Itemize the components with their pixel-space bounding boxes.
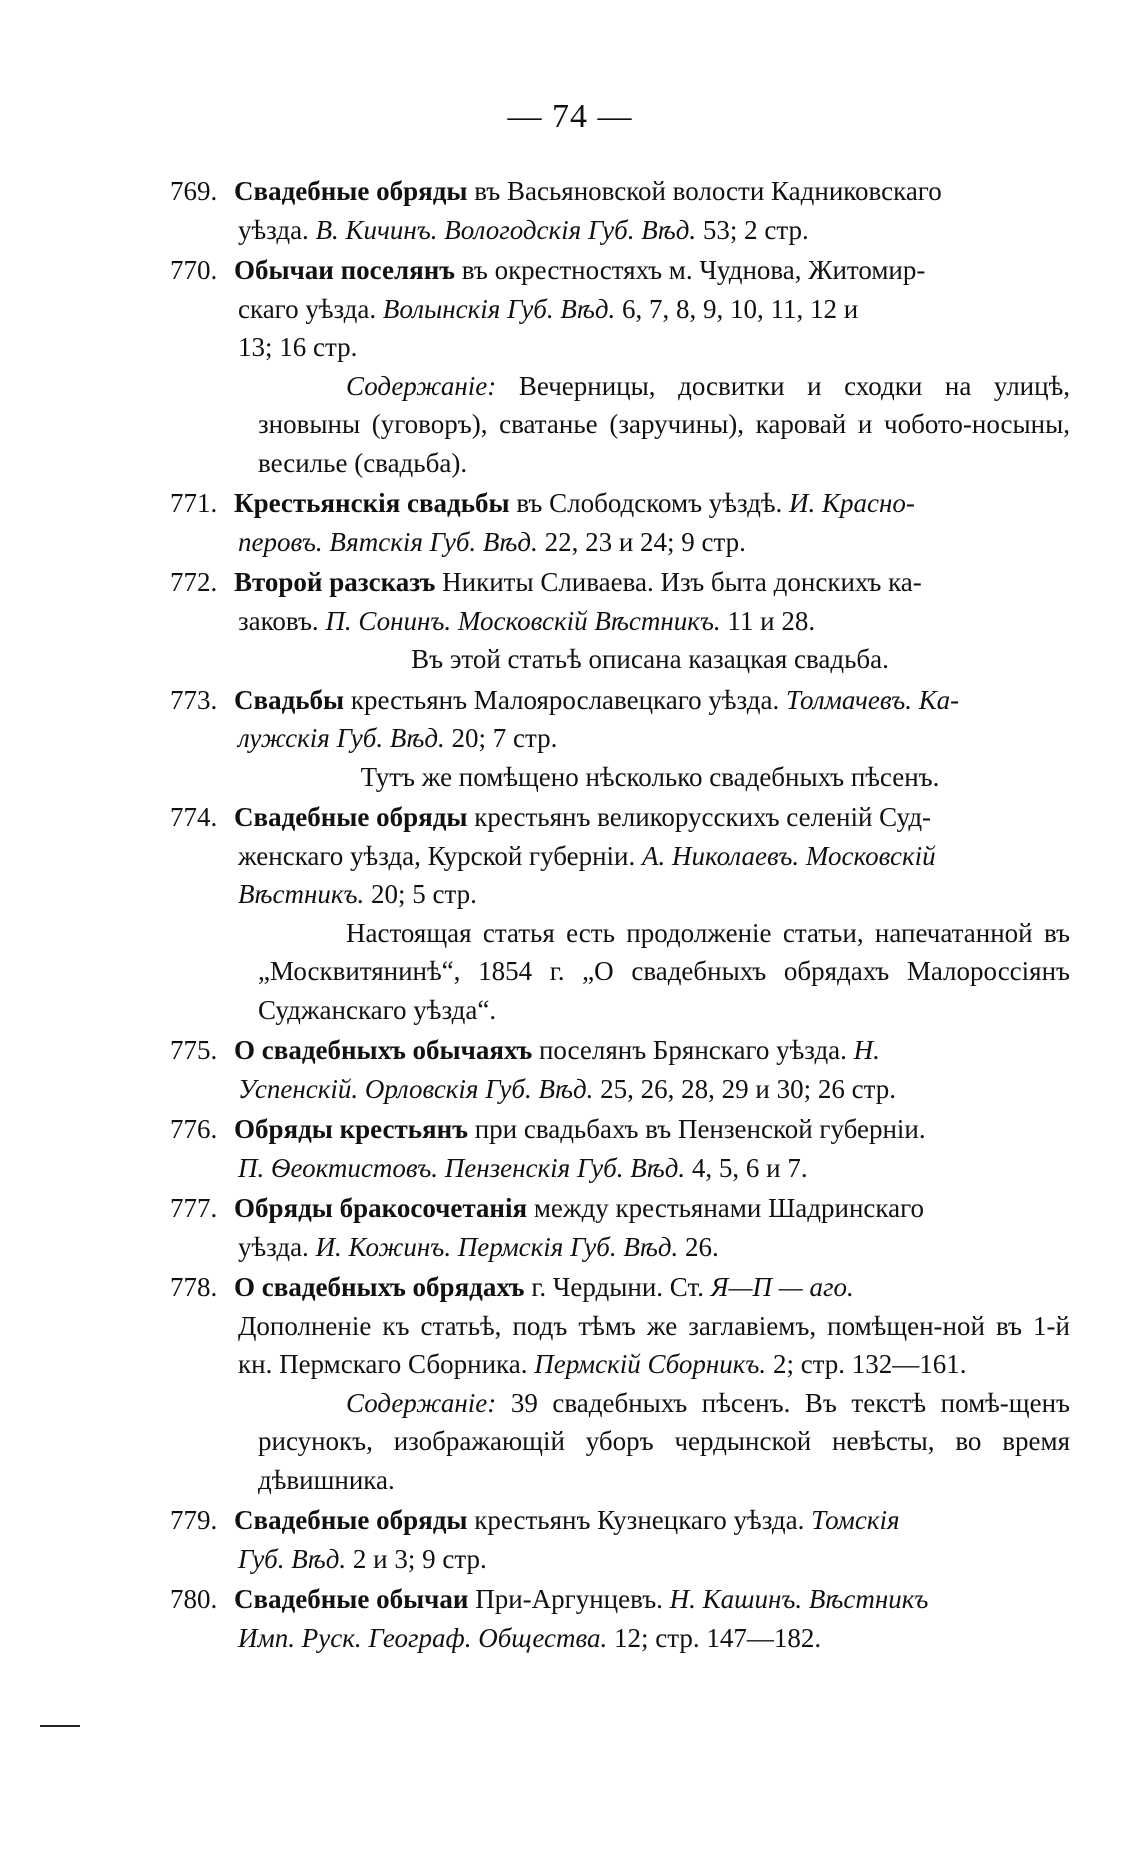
entry-text: крестьянъ Малоярославецкаго уѣзда. [344,684,786,715]
entry-776 [170,1110,1070,1187]
entry-title: Свадебные обряды [234,1505,468,1535]
entry-text: крестьянъ Кузнецкаго уѣзда. [467,1505,812,1535]
entry-text: поселянъ Брянскаго уѣзда. [532,1035,854,1065]
entry-number: 773. [170,684,218,715]
entry-778 [170,1268,1070,1499]
entry-pages: 13; 16 стр. [238,332,358,362]
entry-text: скаго уѣзда. [238,293,383,324]
entry-source: Томскія [811,1505,900,1535]
entry-pages: 12; стр. 147—182. [607,1622,822,1653]
entry-author: И. Красно- [789,488,915,518]
entry-pages: 2 и 3; 9 стр. [346,1543,487,1574]
note-text: Вечерницы, досвитки и сходки на улицѣ, зновыны (уговоръ), сватанье (заручины), каровай и чобото-носыны, весилье (свадьба). [258,370,1070,478]
entry-772 [170,563,1070,679]
entry-779 [170,1501,1070,1578]
entry-number: 771. [170,488,218,518]
entry-775 [170,1031,1070,1108]
entry-title: Свадебные обряды [234,802,468,832]
entry-pages: 53; 2 стр. [696,214,809,245]
entry-author: Н. [853,1035,880,1065]
entry-text: г. Чердыни. Ст. [524,1272,711,1302]
entry-note: Въ этой статьѣ описана казацкая свадьба. [411,644,889,674]
entry-number: 769. [170,176,218,206]
entry-text: женскаго уѣзда, Курской губерніи. [238,840,643,871]
entry-text: При-Аргунцевъ. [468,1584,670,1614]
entry-source: перовъ. Вятскія Губ. Вѣд. [238,526,538,557]
entry-title: Свадебные обряды [234,176,468,206]
entry-source: П. Сонинъ. Московскій Вѣстникъ. [325,605,721,636]
entry-title: О свадебныхъ обычаяхъ [234,1035,533,1065]
entry-771 [170,484,1070,561]
entry-770 [170,251,1070,482]
entry-title: Свадьбы [234,684,345,715]
bibliography-list [170,172,1070,1659]
entry-title: Обычаи поселянъ [234,255,456,285]
entry-pages: 4, 5, 6 и 7. [685,1152,808,1183]
entry-769 [170,172,1070,249]
note-label: Содержаніе: [346,1387,497,1418]
entry-title: О свадебныхъ обрядахъ [234,1272,525,1302]
entry-text: уѣзда. [238,214,316,245]
entry-number: 770. [170,255,218,285]
entry-source: лужскія Губ. Вѣд. [238,723,445,753]
entry-note: Тутъ же помѣщено нѣсколько свадебныхъ пѣсенъ. [360,761,940,792]
entry-number: 772. [170,567,218,597]
entry-source: Имп. Руск. Географ. Общества. [238,1622,608,1653]
entry-text: Никиты Сливаева. Изъ быта донскихъ ка- [435,567,922,597]
page-number: — 74 — [507,98,633,135]
entry-source: И. Кожинъ. Пермскія Губ. Вѣд. [315,1231,679,1262]
entry-author: Я—П — аго. [710,1272,854,1302]
entry-title: Второй разсказъ [234,567,436,597]
entry-text: въ Слободскомъ уѣздѣ. [509,488,790,518]
entry-pages: 11 и 28. [720,605,816,636]
entry-source: А. Николаевъ. Московскій [642,840,936,871]
entry-author: Толмачевъ. Ка- [785,684,960,715]
entry-title: Обряды крестьянъ [234,1114,468,1144]
note-text: 39 свадебныхъ пѣсенъ. Въ текстѣ помѣ-щенъ рисунокъ, изображающій уборъ чердынской невѣсты, во время дѣвишника. [258,1387,1070,1495]
entry-source: Успенскій. Орловскія Губ. Вѣд. [238,1073,594,1104]
entry-text: въ Васьяновской волости Кадниковскаго [467,176,942,206]
entry-source: Вѣстникъ. [238,879,365,909]
entry-780 [170,1580,1070,1657]
entry-source: Пермскій Сборникъ. [534,1349,767,1379]
entry-source: В. Кичинъ. Вологодскія Губ. Вѣд. [315,214,697,245]
entry-pages: 2; стр. 132—161. [766,1349,967,1379]
entry-number: 776. [170,1114,218,1144]
entry-number: 774. [170,802,218,832]
entry-number: 780. [170,1584,218,1614]
entry-title: Крестьянскія свадьбы [234,488,510,518]
entry-note [170,1384,1070,1500]
entry-title: Обряды бракосочетанія [234,1193,528,1223]
entry-note [170,367,1070,483]
entry-text: въ окрестностяхъ м. Чуднова, Житомир- [455,255,926,285]
entry-text: между крестьянами Шадринскаго [527,1193,924,1223]
entry-text: уѣзда. [238,1231,316,1262]
entry-source: Губ. Вѣд. [238,1543,347,1574]
entry-pages: 25, 26, 28, 29 и 30; 26 стр. [593,1073,896,1104]
note-label: Содержаніе: [346,370,497,401]
entry-source: П. Ѳеоктистовъ. Пензенскія Губ. Вѣд. [238,1152,686,1183]
entry-number: 778. [170,1272,218,1302]
entry-pages: 22, 23 и 24; 9 стр. [537,526,746,557]
entry-pages: 6, 7, 8, 9, 10, 11, 12 и [615,293,859,324]
entry-title: Свадебные обычаи [234,1584,469,1614]
entry-777 [170,1189,1070,1266]
margin-rule [40,1725,80,1727]
entry-number: 777. [170,1193,218,1223]
entry-pages: 26. [678,1231,719,1262]
entry-author: Н. Кашинъ. Вѣстникъ [669,1584,929,1614]
entry-pages: 20; 7 стр. [444,723,558,753]
entry-text: при свадьбахъ въ Пензенской губерніи. [467,1114,926,1144]
entry-text: заковъ. [238,605,326,636]
entry-pages: 20; 5 стр. [364,879,477,909]
entry-number: 775. [170,1035,218,1065]
entry-774 [170,798,1070,1029]
entry-number: 779. [170,1505,218,1535]
entry-note: Настоящая статья есть продолженіе статьи, напечатанной въ „Москвитянинѣ“, 1854 г. „О свадебныхъ обрядахъ Малороссіянъ Суджанскаго уѣзда“. [258,917,1070,1025]
entry-source: Волынскія Губ. Вѣд. [382,293,616,324]
entry-text: Дополненіе къ статьѣ, подъ тѣмъ же заглавіемъ, помѣщен-ной въ 1-й кн. Пермскаго Сборника. [238,1310,1070,1379]
entry-773 [170,681,1070,797]
entry-text: крестьянъ великорусскихъ селеній Суд- [467,802,932,832]
